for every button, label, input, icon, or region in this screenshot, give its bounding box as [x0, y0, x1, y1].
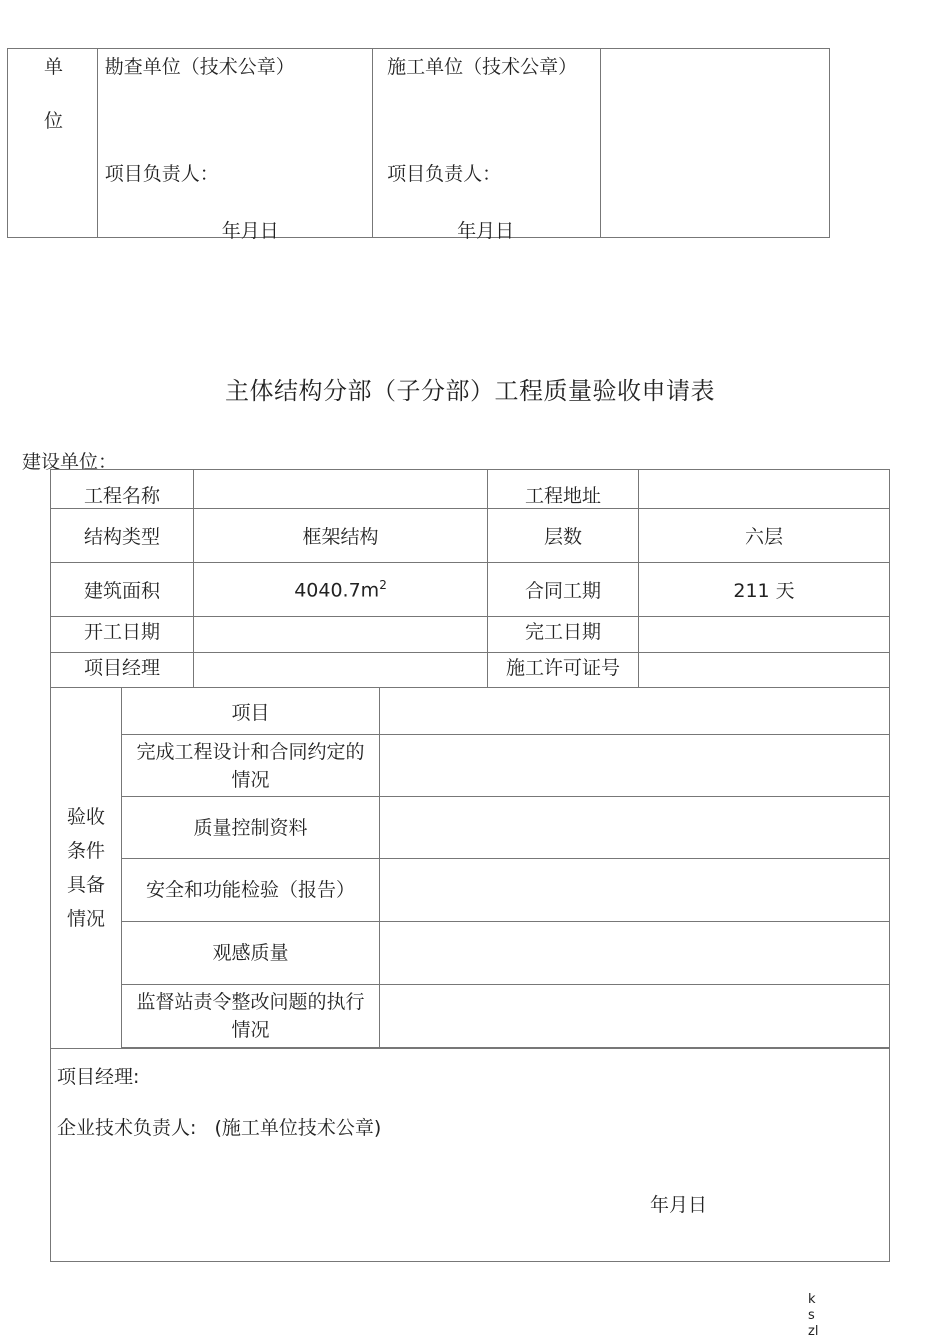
condition-item-value	[380, 859, 890, 922]
sign-project-manager-label: 项目经理:	[57, 1066, 140, 1088]
owner-unit-label: 建设单位：	[22, 451, 118, 473]
condition-item-line-2: 情况	[231, 768, 270, 791]
unit-label-char-1: 单	[44, 56, 64, 78]
survey-unit-cell	[97, 49, 372, 242]
condition-item-line-2: 情况	[231, 1019, 270, 1041]
finish-date-value	[639, 617, 890, 653]
unit-label-cell	[8, 49, 98, 238]
project-address-value	[639, 470, 890, 509]
condition-item-value	[380, 985, 890, 1048]
survey-unit-title: 勘查单位（技术公章）	[104, 56, 295, 78]
condition-item-value	[380, 797, 890, 859]
condition-item-value	[380, 922, 890, 985]
sign-date: 年月日	[650, 1194, 708, 1216]
start-date-label: 开工日期	[51, 617, 194, 653]
row-project-name	[51, 470, 890, 509]
start-date-value	[194, 617, 488, 653]
acceptance-request-table	[50, 469, 890, 1262]
condition-item-line-1: 质量控制资料	[193, 816, 308, 839]
contract-period-value: 211 天	[639, 563, 890, 617]
building-area-value	[194, 563, 488, 617]
conditions-label-line-1: 验收	[66, 806, 105, 828]
signature-block	[51, 1049, 890, 1262]
item-header-value	[380, 688, 890, 735]
contract-period-label: 合同工期	[488, 563, 639, 617]
conditions-label-line-3: 具备	[66, 874, 105, 896]
finish-date-label: 完工日期	[488, 617, 639, 653]
survey-unit-manager-label: 项目负责人：	[104, 163, 219, 185]
condition-item-label	[122, 735, 380, 797]
condition-row	[51, 985, 890, 1048]
floors-value: 六层	[639, 509, 890, 563]
condition-item-label	[122, 797, 380, 859]
structure-type-label: 结构类型	[51, 509, 194, 563]
footer-code-line-2: s	[808, 1308, 815, 1323]
building-area-number: 4040.7m	[294, 579, 380, 602]
row-structure	[51, 509, 890, 563]
footer-code-line-1: k	[808, 1292, 816, 1307]
condition-row	[51, 859, 890, 922]
condition-item-label	[122, 922, 380, 985]
conditions-label-line-4: 情况	[66, 908, 105, 930]
project-manager-value	[194, 653, 488, 688]
row-conditions-header	[51, 688, 890, 735]
condition-item-line-1: 监督站责令整改问题的执行	[136, 991, 365, 1013]
construction-unit-date: 年月日	[457, 220, 515, 242]
form-title: 主体结构分部（子分部）工程质量验收申请表	[225, 377, 715, 405]
condition-item-value	[380, 735, 890, 797]
unit-label-char-2: 位	[44, 110, 64, 132]
project-address-label: 工程地址	[488, 470, 639, 509]
conditions-label-line-2: 条件	[66, 840, 105, 862]
building-area-unit-superscript: 2	[379, 577, 387, 592]
construction-unit-cell	[373, 49, 600, 242]
condition-item-label	[122, 985, 380, 1048]
construction-unit-manager-label: 项目负责人：	[387, 163, 502, 185]
structure-type-value: 框架结构	[194, 509, 488, 563]
row-area	[51, 563, 890, 617]
floors-label: 层数	[488, 509, 639, 563]
condition-row	[51, 922, 890, 985]
footer-code	[808, 1292, 818, 1340]
project-name-label: 工程名称	[51, 470, 194, 509]
condition-item-label	[122, 859, 380, 922]
project-name-value	[194, 470, 488, 509]
acceptance-conditions-label	[51, 688, 122, 1049]
blank-unit-cell	[600, 49, 829, 238]
item-header: 项目	[122, 688, 380, 735]
row-dates	[51, 617, 890, 653]
condition-row	[51, 797, 890, 859]
condition-item-line-1: 完成工程设计和合同约定的	[136, 740, 365, 763]
unit-signature-table	[7, 48, 830, 242]
condition-item-line-1: 安全和功能检验（报告）	[146, 879, 356, 901]
building-area-label: 建筑面积	[51, 563, 194, 617]
project-manager-label: 项目经理	[51, 653, 194, 688]
condition-row	[51, 735, 890, 797]
condition-item-line-1: 观感质量	[212, 942, 289, 964]
survey-unit-date: 年月日	[221, 220, 279, 242]
permit-number-label: 施工许可证号	[488, 653, 639, 688]
sign-tech-lead-label: 企业技术负责人: (施工单位技术公章)	[57, 1117, 382, 1139]
construction-unit-title: 施工单位（技术公章）	[387, 56, 578, 78]
permit-number-value	[639, 653, 890, 688]
footer-code-line-3: zl	[808, 1324, 819, 1339]
row-manager	[51, 653, 890, 688]
row-signatures	[51, 1049, 890, 1262]
